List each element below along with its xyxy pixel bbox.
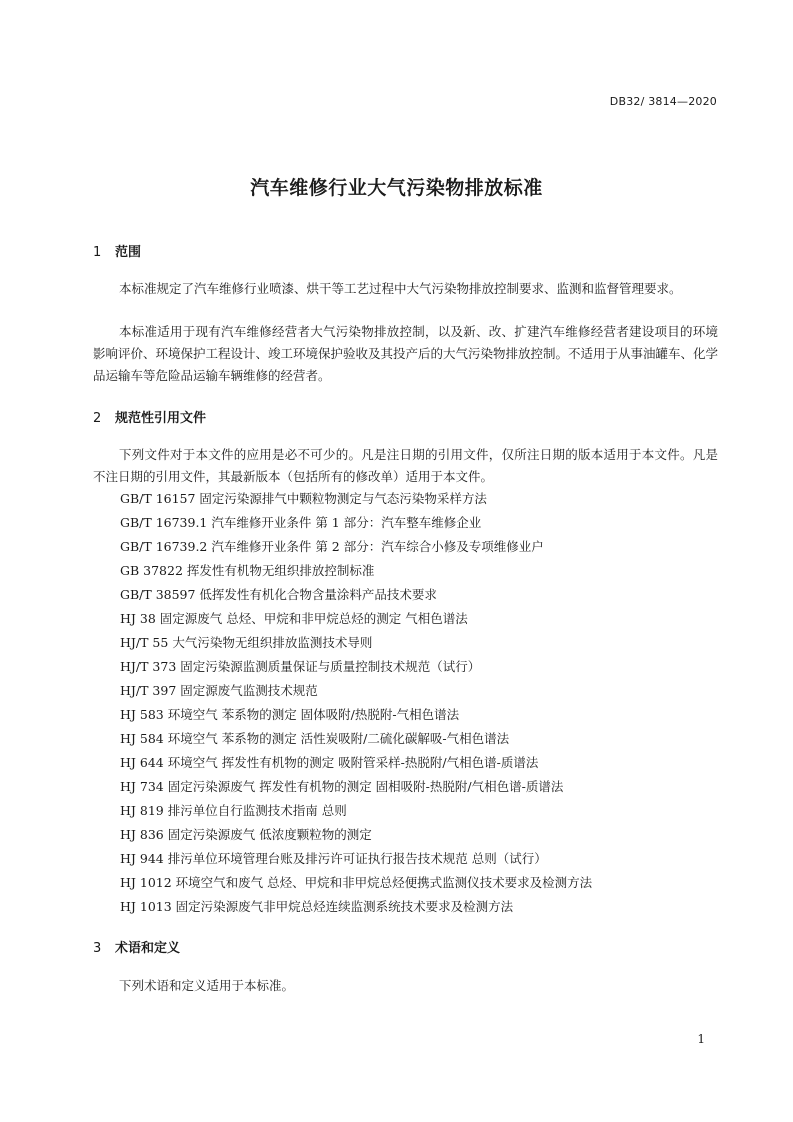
reference-item: HJ 944 排污单位环境管理台账及排污许可证执行报告技术规范 总则（试行） bbox=[120, 851, 547, 866]
reference-item: GB 37822 挥发性有机物无组织排放控制标准 bbox=[120, 563, 375, 578]
section-number: 2 bbox=[93, 411, 102, 426]
terms-intro-paragraph: 下列术语和定义适用于本标准。 bbox=[119, 978, 295, 993]
reference-item: HJ 836 固定污染源废气 低浓度颗粒物的测定 bbox=[120, 827, 372, 842]
document-title: 汽车维修行业大气污染物排放标准 bbox=[250, 177, 543, 199]
reference-item: HJ/T 55 大气污染物无组织排放监测技术导则 bbox=[120, 635, 373, 650]
reference-item: HJ/T 373 固定污染源监测质量保证与质量控制技术规范（试行） bbox=[120, 659, 481, 674]
section-heading-scope bbox=[93, 241, 141, 260]
reference-item: GB/T 38597 低挥发性有机化合物含量涂料产品技术要求 bbox=[120, 587, 437, 602]
reference-item: HJ 583 环境空气 苯系物的测定 固体吸附/热脱附-气相色谱法 bbox=[120, 707, 460, 722]
reference-item: HJ 1012 环境空气和废气 总烃、甲烷和非甲烷总烃便携式监测仪技术要求及检测方法 bbox=[120, 875, 593, 890]
reference-list bbox=[120, 487, 592, 919]
section-number: 1 bbox=[93, 245, 102, 260]
reference-item: HJ 584 环境空气 苯系物的测定 活性炭吸附/二硫化碳解吸-气相色谱法 bbox=[120, 731, 510, 746]
scope-paragraph-1: 本标准规定了汽车维修行业喷漆、烘干等工艺过程中大气污染物排放控制要求、监测和监督管理要求。 bbox=[119, 281, 682, 296]
section-title: 术语和定义 bbox=[115, 941, 181, 956]
reference-item: HJ 38 固定源废气 总烃、甲烷和非甲烷总烃的测定 气相色谱法 bbox=[120, 611, 468, 626]
reference-item: HJ 734 固定污染源废气 挥发性有机物的测定 固相吸附-热脱附/气相色谱-质谱法 bbox=[120, 779, 564, 794]
reference-item: GB/T 16739.2 汽车维修开业条件 第 2 部分：汽车综合小修及专项维修业户 bbox=[120, 539, 544, 554]
scope-paragraph-2: 本标准适用于现有汽车维修经营者大气污染物排放控制，以及新、改、扩建汽车维修经营者建设项目的环境影响评价、环境保护工程设计、竣工环境保护验收及其投产后的大气污染物排放控制。不适用于从事油罐车、化学品运输车等危险品运输车辆维修的经营者。 bbox=[93, 324, 719, 383]
reference-item: HJ 644 环境空气 挥发性有机物的测定 吸附管采样-热脱附/气相色谱-质谱法 bbox=[120, 755, 539, 770]
reference-item: HJ 819 排污单位自行监测技术指南 总则 bbox=[120, 803, 347, 818]
section-title: 规范性引用文件 bbox=[115, 411, 207, 426]
reference-item: GB/T 16739.1 汽车维修开业条件 第 1 部分：汽车整车维修企业 bbox=[120, 515, 482, 530]
reference-item: HJ/T 397 固定源废气监测技术规范 bbox=[120, 683, 318, 698]
page-number: 1 bbox=[697, 1032, 705, 1046]
section-heading-terms-definitions bbox=[93, 937, 180, 956]
standard-code: DB32/ 3814—2020 bbox=[609, 95, 717, 108]
section-title: 范围 bbox=[115, 245, 142, 260]
section-heading-normative-references bbox=[93, 407, 206, 426]
reference-item: HJ 1013 固定污染源废气非甲烷总烃连续监测系统技术要求及检测方法 bbox=[120, 899, 514, 914]
reference-item: GB/T 16157 固定污染源排气中颗粒物测定与气态污染物采样方法 bbox=[120, 491, 487, 506]
section-number: 3 bbox=[93, 941, 102, 956]
references-intro-paragraph: 下列文件对于本文件的应用是必不可少的。凡是注日期的引用文件，仅所注日期的版本适用于本文件。凡是不注日期的引用文件，其最新版本（包括所有的修改单）适用于本文件。 bbox=[93, 447, 718, 484]
